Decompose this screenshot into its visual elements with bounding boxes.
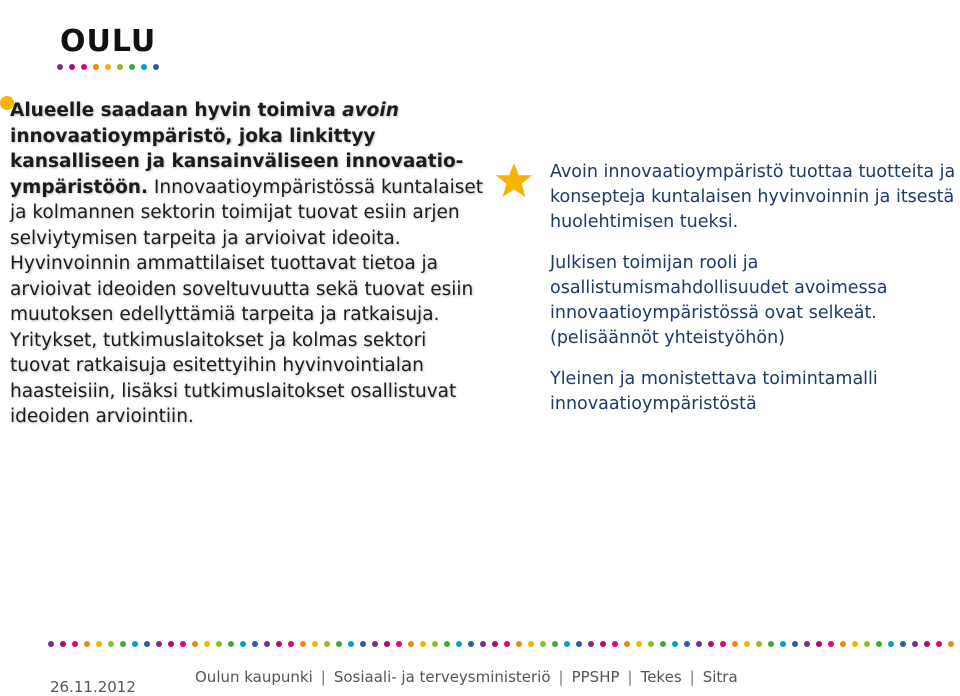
decor-dot: [636, 641, 642, 647]
logo-dots: [57, 64, 159, 70]
decor-dot: [252, 641, 258, 647]
decor-dot: [912, 641, 918, 647]
decor-dot: [120, 641, 126, 647]
left-text-block: [10, 98, 490, 430]
decor-dot: [720, 641, 726, 647]
footer-separator: |: [320, 668, 326, 686]
decor-dot: [348, 641, 354, 647]
decor-dot: [456, 641, 462, 647]
decor-dot: [276, 641, 282, 647]
decor-dot: [156, 641, 162, 647]
decor-dot: [396, 641, 402, 647]
right-paragraph-2: Julkisen toimijan rooli ja osallistumismahdollisuudet avoimessa innovaatioympäristössä ovat selkeät. (pelisäännöt yhteistyöhön): [550, 253, 888, 348]
decor-dot: [108, 641, 114, 647]
decor-dot: [864, 641, 870, 647]
decor-dot: [768, 641, 774, 647]
decor-dot: [129, 64, 135, 70]
decor-dot: [492, 641, 498, 647]
decor-dot: [336, 641, 342, 647]
decor-dot: [300, 641, 306, 647]
headline-italic: avoin: [342, 100, 399, 121]
decor-dot: [804, 641, 810, 647]
footer-link[interactable]: PPSHP: [571, 668, 620, 686]
decor-dot: [672, 641, 678, 647]
decor-dot: [660, 641, 666, 647]
left-body: Innovaatioympäristössä kuntalaiset ja kolmannen sektorin toimijat tuovat esiin arjen selviytymisen tarpeita ja arvioivat ideoita. Hyvinvoinnin ammattilaiset tuottavat tietoa ja arvioivat ideoiden soveltuvuutta sekä tuovat esiin muutoksen edellyttämiä tarpeita ja ratkaisuja. Yritykset, tutkimuslaitokset ja kolmas sektori tuovat ratkaisuja esitettyihin hyvinvointialan haasteisiin, lisäksi tutkimuslaitokset osallistuvat ideoiden arviointiin.: [10, 176, 484, 427]
decor-dot: [432, 641, 438, 647]
footer-separator: |: [689, 668, 695, 686]
footer-dot-strip: [48, 641, 960, 649]
decor-dot: [132, 641, 138, 647]
decor-dot: [648, 641, 654, 647]
footer-separator: |: [627, 668, 633, 686]
decor-dot: [48, 641, 54, 647]
decor-dot: [612, 641, 618, 647]
footer-link[interactable]: Sitra: [702, 668, 738, 686]
decor-dot: [117, 64, 123, 70]
decor-dot: [96, 641, 102, 647]
decor-dot: [624, 641, 630, 647]
decor-dot: [516, 641, 522, 647]
decor-dot: [564, 641, 570, 647]
decor-dot: [384, 641, 390, 647]
decor-dot: [504, 641, 510, 647]
decor-dot: [840, 641, 846, 647]
footer-link[interactable]: Oulun kaupunki: [195, 668, 313, 686]
oulu-logo: OULU: [60, 24, 157, 59]
decor-dot: [324, 641, 330, 647]
footer-date: 26.11.2012: [50, 678, 136, 696]
footer-links: [195, 668, 738, 686]
decor-dot: [852, 641, 858, 647]
decor-dot: [540, 641, 546, 647]
decor-dot: [936, 641, 942, 647]
decor-dot: [60, 641, 66, 647]
footer-link[interactable]: Tekes: [640, 668, 682, 686]
decor-dot: [93, 64, 99, 70]
decor-dot: [816, 641, 822, 647]
decor-dot: [204, 641, 210, 647]
decor-dot: [780, 641, 786, 647]
decor-dot: [744, 641, 750, 647]
star-icon: [495, 162, 533, 198]
decor-dot: [480, 641, 486, 647]
decor-dot: [888, 641, 894, 647]
decor-dot: [444, 641, 450, 647]
decor-dot: [141, 64, 147, 70]
decor-dot: [72, 641, 78, 647]
decor-dot: [468, 641, 474, 647]
decor-dot: [948, 641, 954, 647]
headline-part-2: innovaatioympäristö, joka linkittyy kansalliseen ja kansainväliseen innovaatio-ympäristöön.: [10, 125, 464, 198]
right-text-block: [550, 160, 960, 433]
decor-dot: [756, 641, 762, 647]
decor-dot: [153, 64, 159, 70]
footer-separator: |: [558, 668, 564, 686]
decor-dot: [528, 641, 534, 647]
decor-dot: [600, 641, 606, 647]
decor-dot: [216, 641, 222, 647]
decor-dot: [192, 641, 198, 647]
decor-dot: [876, 641, 882, 647]
decor-dot: [828, 641, 834, 647]
decor-dot: [408, 641, 414, 647]
decor-dot: [81, 64, 87, 70]
decor-dot: [552, 641, 558, 647]
decor-dot: [312, 641, 318, 647]
decor-dot: [588, 641, 594, 647]
decor-dot: [576, 641, 582, 647]
decor-dot: [168, 641, 174, 647]
headline-part-1: Alueelle saadaan hyvin toimiva: [10, 100, 343, 121]
right-paragraph-3: Yleinen ja monistettava toimintamalli innovaatioympäristöstä: [550, 369, 878, 414]
decor-dot: [228, 641, 234, 647]
decor-dot: [144, 641, 150, 647]
decor-dot: [420, 641, 426, 647]
decor-dot: [792, 641, 798, 647]
decor-dot: [105, 64, 111, 70]
decor-dot: [924, 641, 930, 647]
decor-dot: [69, 64, 75, 70]
decor-dot: [360, 641, 366, 647]
decor-dot: [57, 64, 63, 70]
right-paragraph-1: Avoin innovaatioympäristö tuottaa tuotteita ja konsepteja kuntalaisen hyvinvoinnin ja itsestä huolehtimisen tueksi.: [550, 162, 956, 232]
decor-dot: [264, 641, 270, 647]
decor-dot: [708, 641, 714, 647]
decor-dot: [84, 641, 90, 647]
decor-dot: [372, 641, 378, 647]
footer-link[interactable]: Sosiaali- ja terveysministeriö: [333, 668, 551, 686]
decor-dot: [240, 641, 246, 647]
decor-dot: [696, 641, 702, 647]
decor-dot: [684, 641, 690, 647]
decor-dot: [288, 641, 294, 647]
decor-dot: [180, 641, 186, 647]
decor-dot: [900, 641, 906, 647]
decor-dot: [732, 641, 738, 647]
